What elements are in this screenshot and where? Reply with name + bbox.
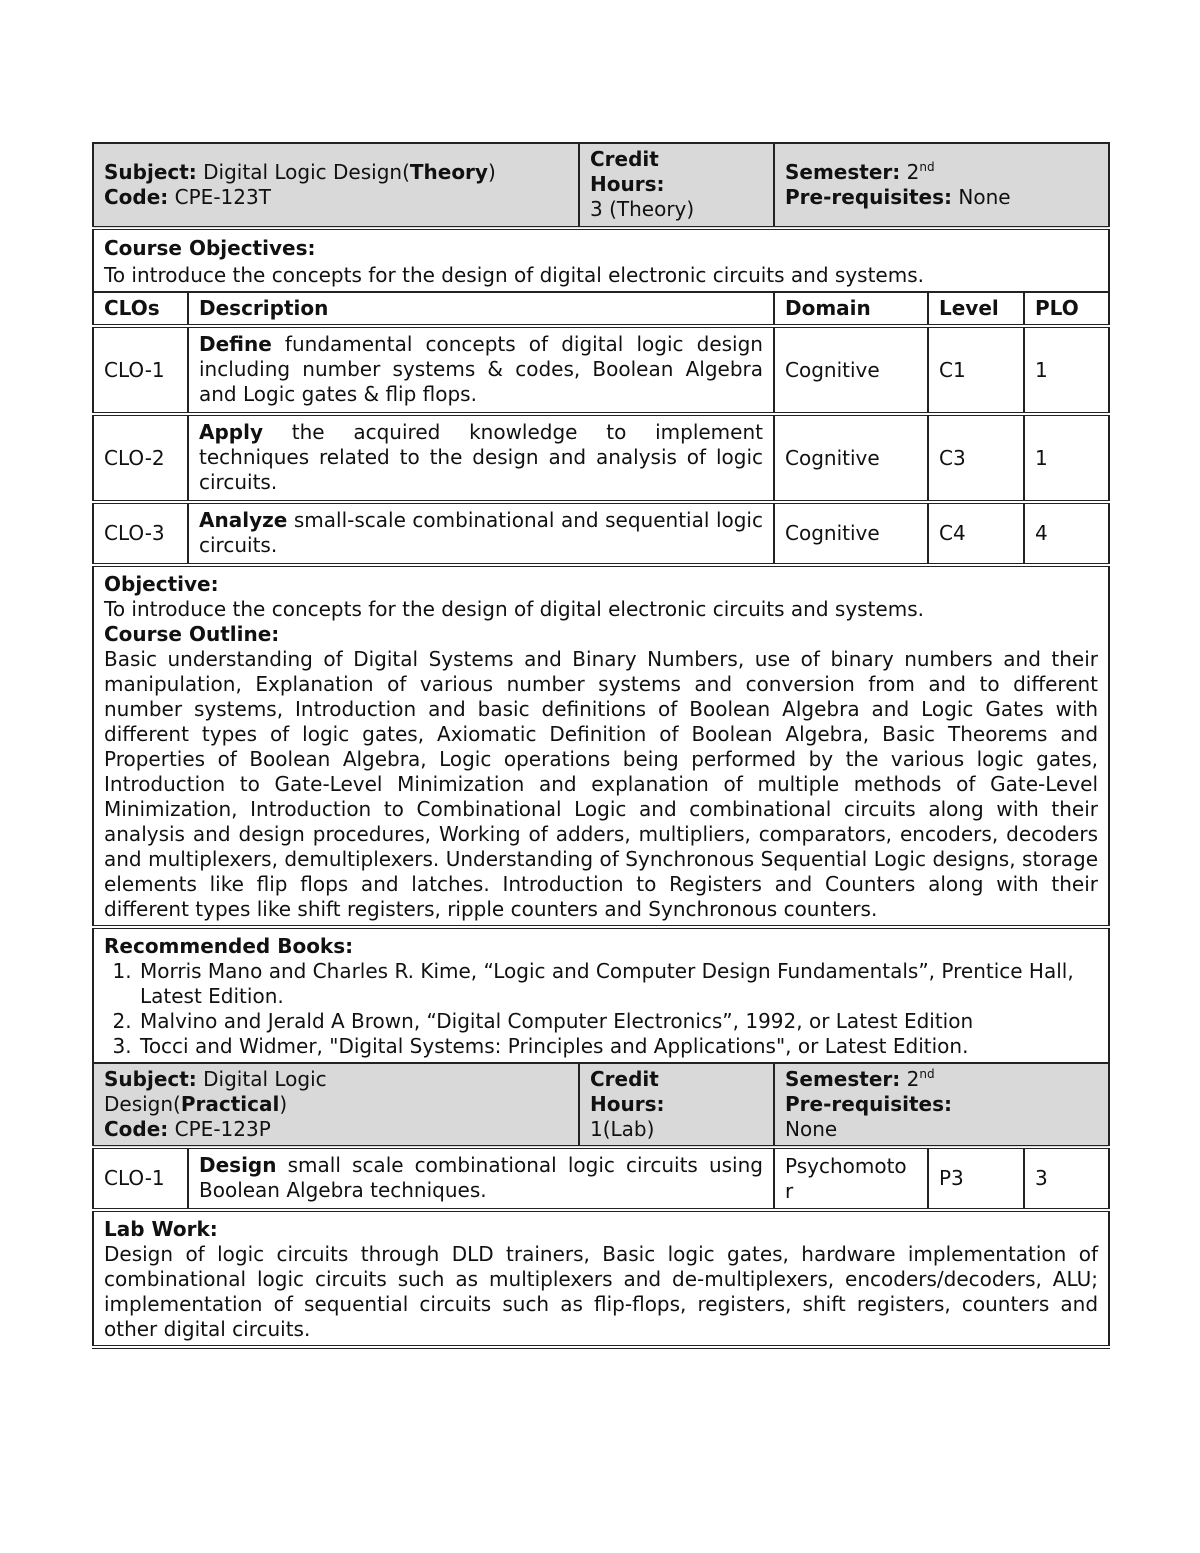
clo-plo: 1 [1024, 326, 1109, 414]
lab-work-cell [93, 1210, 1109, 1347]
course-outline-text: Basic understanding of Digital Systems and Binary Numbers, use of binary numbers and their manipulation, Explanation of various number systems and conversion from and to different number systems, Introduction and basic definitions of Boolean Algebra and Logic Gates with different types of logic gates, Axiomatic Definition of Boolean Algebra, Basic Theorems and Properties of Boolean Algebra, Logic operations being performed by the various logic gates, Introduction to Gate-Level Minimization and explanation of multiple methods of Gate-Level Minimization, Introduction to Combinational Logic and combinational circuits along with their analysis and design procedures, Working of adders, multipliers, comparators, encoders, decoders and multiplexers, demultiplexers. Understanding of Synchronous Sequential Logic designs, storage elements like flip flops and latches. Introduction to Registers and Counters along with their different types like shift registers, ripple counters and Synchronous counters. [104, 647, 1099, 921]
semester-sup: nd [919, 160, 935, 174]
clo-text: small-scale combinational and sequential logic circuits. [199, 508, 763, 557]
clo-header-clos: CLOs [93, 292, 188, 326]
clo-header-domain: Domain [774, 292, 928, 326]
theory-subject-cell [93, 143, 579, 228]
table-row [93, 502, 1109, 565]
clo-domain: Cognitive [774, 326, 928, 414]
clo-level: C3 [928, 414, 1024, 502]
clo-id: CLO-1 [93, 1147, 188, 1210]
subject-type: Practical [180, 1092, 280, 1116]
practical-subject-cell [93, 1063, 579, 1147]
clo-header-plo: PLO [1024, 292, 1109, 326]
theory-semester-cell [774, 143, 1109, 228]
lab-work-row [93, 1210, 1109, 1347]
course-objectives-cell [93, 228, 1109, 292]
clo-description [188, 1147, 774, 1210]
clo-header-row [93, 292, 1109, 326]
subject-value-cont: Design( [104, 1092, 181, 1116]
outline-cell [93, 565, 1109, 927]
practical-semester-cell [774, 1063, 1109, 1147]
theory-credit-cell [579, 143, 774, 228]
list-item: 3. Tocci and Widmer, "Digital Systems: Principles and Applications", or Latest Edition. [138, 1034, 1098, 1059]
semester-value: 2 [906, 1067, 920, 1091]
clo-level: P3 [928, 1147, 1024, 1210]
credit-label: Credit [590, 147, 659, 171]
subject-close: ) [279, 1092, 288, 1116]
subject-type: Theory [409, 160, 488, 184]
semester-label: Semester: [785, 1067, 901, 1091]
clo-description [188, 414, 774, 502]
lab-work-heading: Lab Work: [104, 1217, 218, 1241]
prereq-label: Pre-requisites: [785, 185, 953, 209]
table-row [93, 326, 1109, 414]
course-table [92, 142, 1110, 1349]
code-value: CPE-123P [174, 1117, 271, 1141]
clo-header-description: Description [188, 292, 774, 326]
credit-value: 1(Lab) [590, 1117, 655, 1141]
subject-close: ) [487, 160, 496, 184]
clo-id: CLO-1 [93, 326, 188, 414]
course-outline-heading: Course Outline: [104, 622, 280, 646]
books-heading: Recommended Books: [104, 934, 354, 958]
semester-label: Semester: [785, 160, 901, 184]
books-list [104, 959, 1098, 1059]
clo-plo: 3 [1024, 1147, 1109, 1210]
course-specification [92, 142, 1108, 1349]
clo-verb: Apply [199, 420, 264, 444]
objective-text: To introduce the concepts for the design of digital electronic circuits and systems. [104, 597, 924, 621]
clo-plo: 1 [1024, 414, 1109, 502]
clo-text: small scale combinational logic circuits using Boolean Algebra techniques. [199, 1153, 763, 1202]
course-objectives-row [93, 228, 1109, 292]
clo-domain: Cognitive [774, 502, 928, 565]
prereq-value: None [785, 1117, 838, 1141]
course-objectives-text: To introduce the concepts for the design of digital electronic circuits and systems. [104, 263, 924, 287]
list-item: 1. Morris Mano and Charles R. Kime, “Logic and Computer Design Fundamentals”, Prentice Hall, Latest Edition. [138, 959, 1098, 1009]
practical-header-row [93, 1063, 1109, 1147]
subject-label: Subject: [104, 1067, 197, 1091]
books-row [93, 927, 1109, 1063]
credit-label: Credit [590, 1067, 659, 1091]
theory-header-row [93, 143, 1109, 228]
semester-value: 2 [906, 160, 920, 184]
list-item: 2. Malvino and Jerald A Brown, “Digital Computer Electronics”, 1992, or Latest Edition [138, 1009, 1098, 1034]
semester-sup: nd [919, 1067, 935, 1081]
code-label: Code: [104, 185, 169, 209]
credit-label-hours: Hours: [590, 1092, 665, 1116]
prereq-value: None [958, 185, 1011, 209]
clo-verb: Define [199, 332, 272, 356]
books-cell [93, 927, 1109, 1063]
subject-value: Digital Logic Design( [203, 160, 410, 184]
clo-description [188, 326, 774, 414]
clo-id: CLO-3 [93, 502, 188, 565]
clo-id: CLO-2 [93, 414, 188, 502]
clo-text: the acquired knowledge to implement techniques related to the design and analysis of logic circuits. [199, 420, 763, 494]
clo-domain: Psychomoto r [774, 1147, 928, 1210]
credit-value: 3 (Theory) [590, 197, 695, 221]
code-value: CPE-123T [174, 185, 271, 209]
clo-verb: Design [199, 1153, 277, 1177]
subject-label: Subject: [104, 160, 197, 184]
lab-work-text: Design of logic circuits through DLD trainers, Basic logic gates, hardware implementation of combinational logic circuits such as multiplexers and de-multiplexers, encoders/decoders, ALU; implementation of sequential circuits such as flip-flops, registers, shift registers, counters and other digital circuits. [104, 1242, 1099, 1341]
objective-heading: Objective: [104, 572, 219, 596]
table-row [93, 1147, 1109, 1210]
course-objectives-heading: Course Objectives: [104, 236, 316, 260]
code-label: Code: [104, 1117, 169, 1141]
subject-value: Digital Logic [203, 1067, 327, 1091]
table-row [93, 414, 1109, 502]
prereq-label: Pre-requisites: [785, 1092, 953, 1116]
outline-row [93, 565, 1109, 927]
clo-plo: 4 [1024, 502, 1109, 565]
clo-level: C4 [928, 502, 1024, 565]
clo-level: C1 [928, 326, 1024, 414]
clo-domain: Cognitive [774, 414, 928, 502]
clo-description [188, 502, 774, 565]
clo-verb: Analyze [199, 508, 288, 532]
practical-credit-cell [579, 1063, 774, 1147]
credit-label-hours: Hours: [590, 172, 665, 196]
clo-header-level: Level [928, 292, 1024, 326]
clo-text: fundamental concepts of digital logic design including number systems & codes, Boolean Algebra and Logic gates & flip flops. [199, 332, 763, 406]
